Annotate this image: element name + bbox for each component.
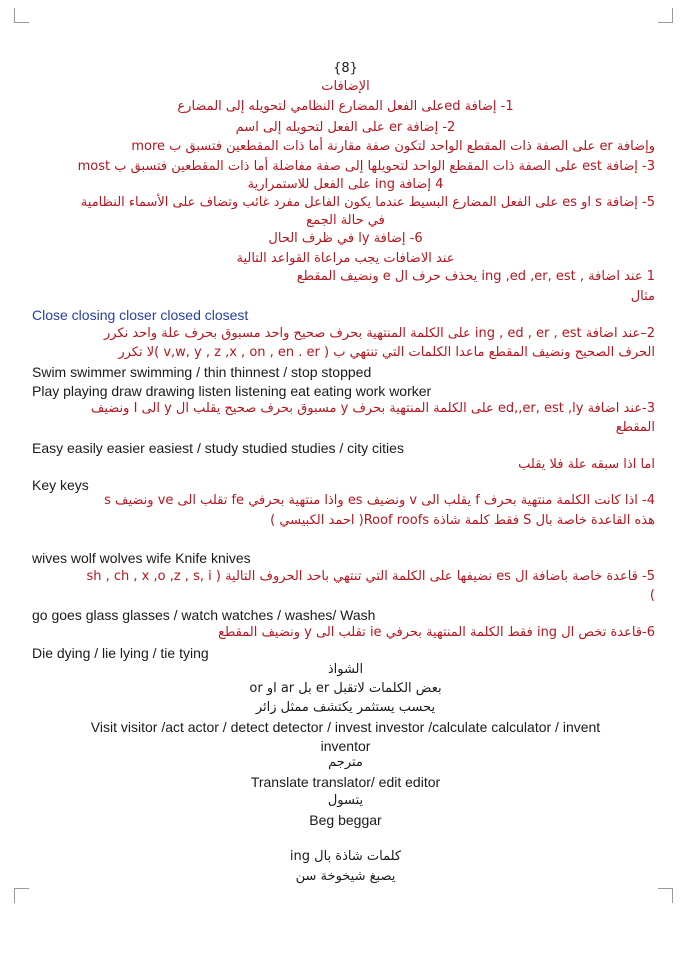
word-beg-ar: يتسول: [327, 793, 364, 808]
rule2-text-cont: الحرف الصحيح ونضيف المقطع ماعدا الكلمات التي تنتهي ب ( v,w, y , z ,x , on , en . er )لا تكرر: [118, 345, 655, 360]
rules-intro: عند الاضافات يجب مراعاة القواعد التالية: [236, 251, 455, 266]
example-wolf: wives wolf wolves wife Knife knives: [32, 550, 251, 566]
rule-s-es-cont: في حالة الجمع: [306, 213, 385, 228]
example-translate: Translate translator/ edit editor: [250, 774, 441, 790]
rule-ly: 6- إضافة ly في ظرف الحال: [268, 231, 423, 246]
example-easy: Easy easily easier easiest / study studied studies / city cities: [32, 440, 404, 456]
rule2-text: 2–عند اضافة ing , ed , er , est على الكلمة المنتهية بحرف صحيح واحد مسبوق بحرف علة واحد نكرر: [104, 326, 655, 341]
page-title: الإضافات: [321, 79, 370, 94]
rule-ing: 4 إضافة ing على الفعل للاستمرارية: [247, 177, 444, 192]
example-beg: Beg beggar: [309, 812, 382, 828]
example-visit: Visit visitor /act actor / detect detector / invest investor /calculate calculator / invent: [90, 719, 601, 735]
rule-er-adjective: وإضافة er على الصفة ذات المقطع الواحد لتكون صفة مقارنة أما ذات المقطعين فتسبق ب more: [131, 139, 655, 154]
crop-mark-top-left: [14, 8, 29, 23]
rule-s-es: 5- إضافة s او es على الفعل المضارع البسيط عندما يكون الفاعل مفرد غائب وتضاف على الأسماء النظامية: [80, 195, 655, 210]
example-key: Key keys: [32, 477, 89, 493]
example-swim: Swim swimmer swimming / thin thinnest / stop stopped: [32, 364, 372, 380]
irregular-title: الشواذ: [327, 662, 364, 677]
irregular-text: بعض الكلمات لاتقبل er بل ar او or: [249, 681, 442, 696]
example-die: Die dying / lie lying / tie tying: [32, 645, 209, 661]
example-go: go goes glass glasses / watch watches / washes/ Wash: [32, 607, 376, 623]
rule1-text: 1 عند اضافة , ing ,ed ,er, est يحذف حرف ال e ونضيف المقطع: [296, 269, 655, 284]
crop-mark-bottom-right: [658, 888, 673, 903]
rule-er-verb: 2- إضافة er على الفعل لتحويله إلى اسم: [235, 120, 456, 135]
rule4-text-cont: هذه القاعدة خاصة بال S فقط كلمة شاذة Roof roofs( احمد الكبيسي ): [270, 513, 655, 528]
crop-mark-bottom-left: [14, 888, 29, 903]
ing-irregular-title: كلمات شاذة بال ing: [289, 849, 402, 864]
rule-ed: 1- إضافة edعلى الفعل المضارع النظامي لتحويله إلى المضارع: [177, 99, 514, 114]
ing-irregular-words: يصبغ شيخوخة سن: [295, 869, 396, 884]
example-visit-cont: inventor: [320, 738, 371, 754]
word-translator-ar: مترجم: [328, 755, 363, 770]
rule4-text: 4- اذا كانت الكلمة منتهية بحرف f يقلب الى v ونضيف es واذا منتهية بحرفي fe تقلب الى ve ونضيف s: [104, 493, 655, 508]
example-play: Play playing draw drawing listen listening eat eating work worker: [32, 383, 432, 399]
rule5-text: 5- قاعدة خاصة باضافة ال es نضيفها على الكلمة التي تنتهي باحد الحروف التالية ( sh , ch , x ,o ,z , s, i: [86, 569, 655, 584]
rule5-text-cont: (: [649, 588, 655, 603]
rule3-text-cont: المقطع: [615, 420, 655, 435]
rule6-text: 6-قاعدة تخص ال ing فقط الكلمة المنتهية بحرفي ie تقلب الى y ونضيف المقطع: [218, 625, 655, 640]
rule3-note: اما اذا سبقه علة فلا يقلب: [518, 457, 655, 472]
rule-est: 3- إضافة est على الصفة ذات المقطع الواحد لتحويلها إلى صفة مفاضلة أما ذات المقطعين فتسبق ب most: [77, 159, 655, 174]
page-number: {8}: [333, 61, 358, 76]
rule1-example-label: مثال: [630, 289, 655, 304]
example-close: Close closing closer closed closest: [32, 307, 249, 323]
irregular-arabic-words: يحسب يستثمر يكتشف ممثل زائر: [255, 700, 436, 715]
crop-mark-top-right: [658, 8, 673, 23]
rule3-text: 3-عند اضافة ed,,er, est ,ly على الكلمة المنتهية بحرف y مسبوق بحرف صحيح يقلب ال y الى I ونضيف: [90, 401, 655, 416]
